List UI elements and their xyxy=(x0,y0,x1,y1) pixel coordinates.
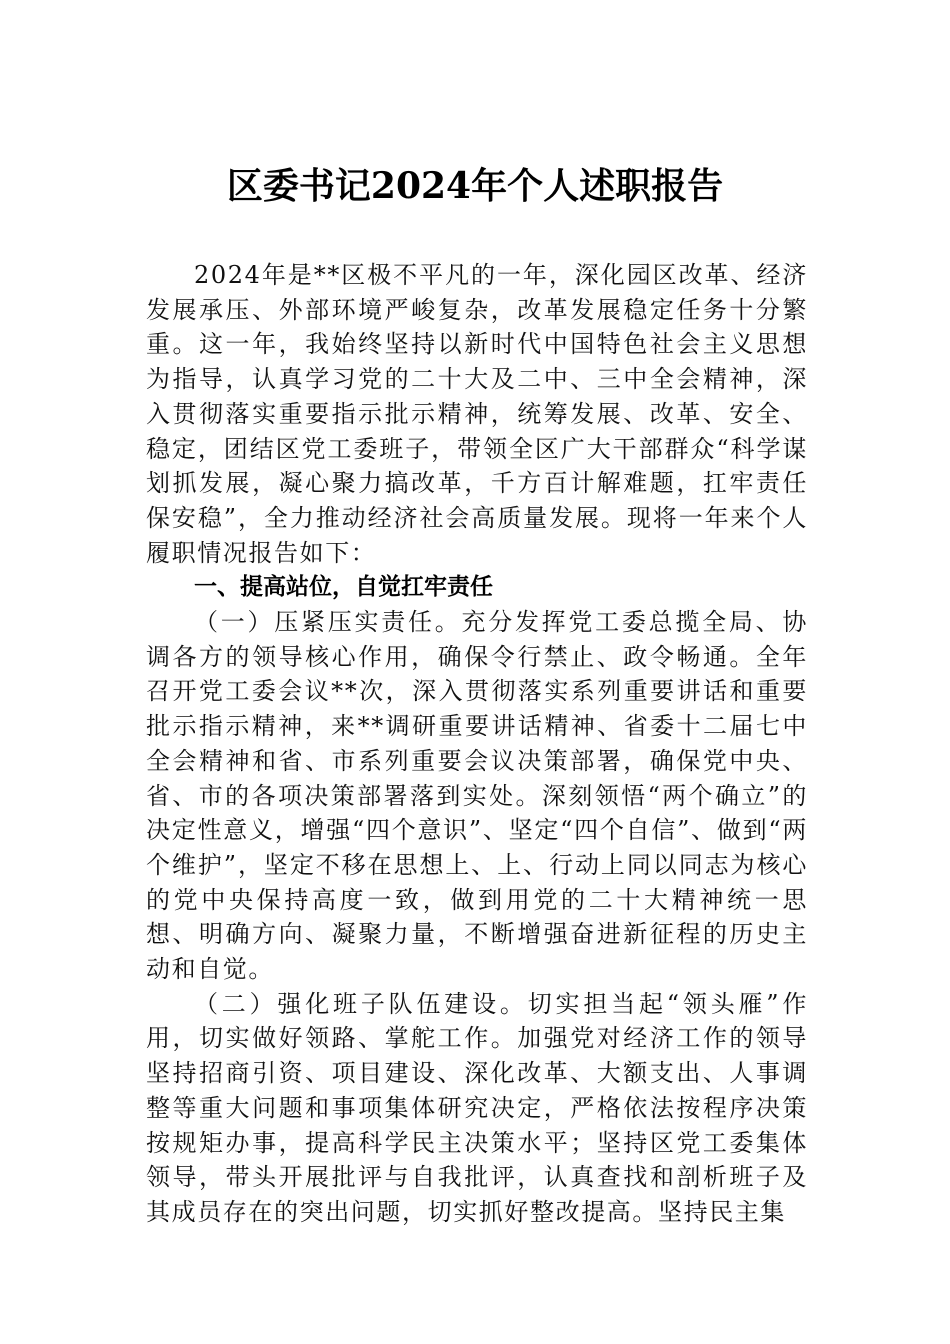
document-title: 区委书记2024年个人述职报告 xyxy=(226,165,724,207)
paragraph-responsibility: （一）压紧压实责任。充分发挥党工委总揽全局、协调各方的领导核心作用，确保令行禁止、政令畅通。全年召开党工委会议**次，深入贯彻落实系列重要讲话和重要批示指示精神，来**调研重要讲话精神、省委十二届七中全会精神和省、市系列重要会议决策部署，确保党中央、省、市的各项决策部署落到实处。深刻领悟“两个确立”的决定性意义，增强“四个意识”、坚定“四个自信”、做到“两个维护”，坚定不移在思想上、上、行动上同以同志为核心的党中央保持高度一致，做到用党的二十大精神统一思想、明确方向、凝聚力量，不断增强奋进新征程的历史主动和自觉。 xyxy=(146,608,808,984)
section-heading: 一、提高站位，自觉扛牢责任 xyxy=(194,574,493,601)
intro-paragraph: 2024年是**区极不平凡的一年，深化园区改革、经济发展承压、外部环境严峻复杂，改革发展稳定任务十分繁重。这一年，我始终坚持以新时代中国特色社会主义思想为指导，认真学习党的二十大及二中、三中全会精神，深入贯彻落实重要指示批示精神，统筹发展、改革、安全、稳定，团结区党工委班子，带领全区广大干部群众“科学谋划抓发展，凝心聚力搞改革，千方百计解难题，扛牢责任保安稳”，全力推动经济社会高质量发展。现将一年来个人履职情况报告如下： xyxy=(146,261,808,567)
document-body xyxy=(146,258,808,1230)
paragraph-team-building: （二）强化班子队伍建设。切实担当起“领头雁”作用，切实做好领路、掌舵工作。加强党对经济工作的领导坚持招商引资、项目建设、深化改革、大额支出、人事调整等重大问题和事项集体研究决定，严格依法按程序决策按规矩办事，提高科学民主决策水平；坚持区党工委集体领导，带头开展批评与自我批评，认真查找和剖析班子及其成员存在的突出问题，切实抓好整改提高。坚持民主集 xyxy=(146,989,808,1226)
